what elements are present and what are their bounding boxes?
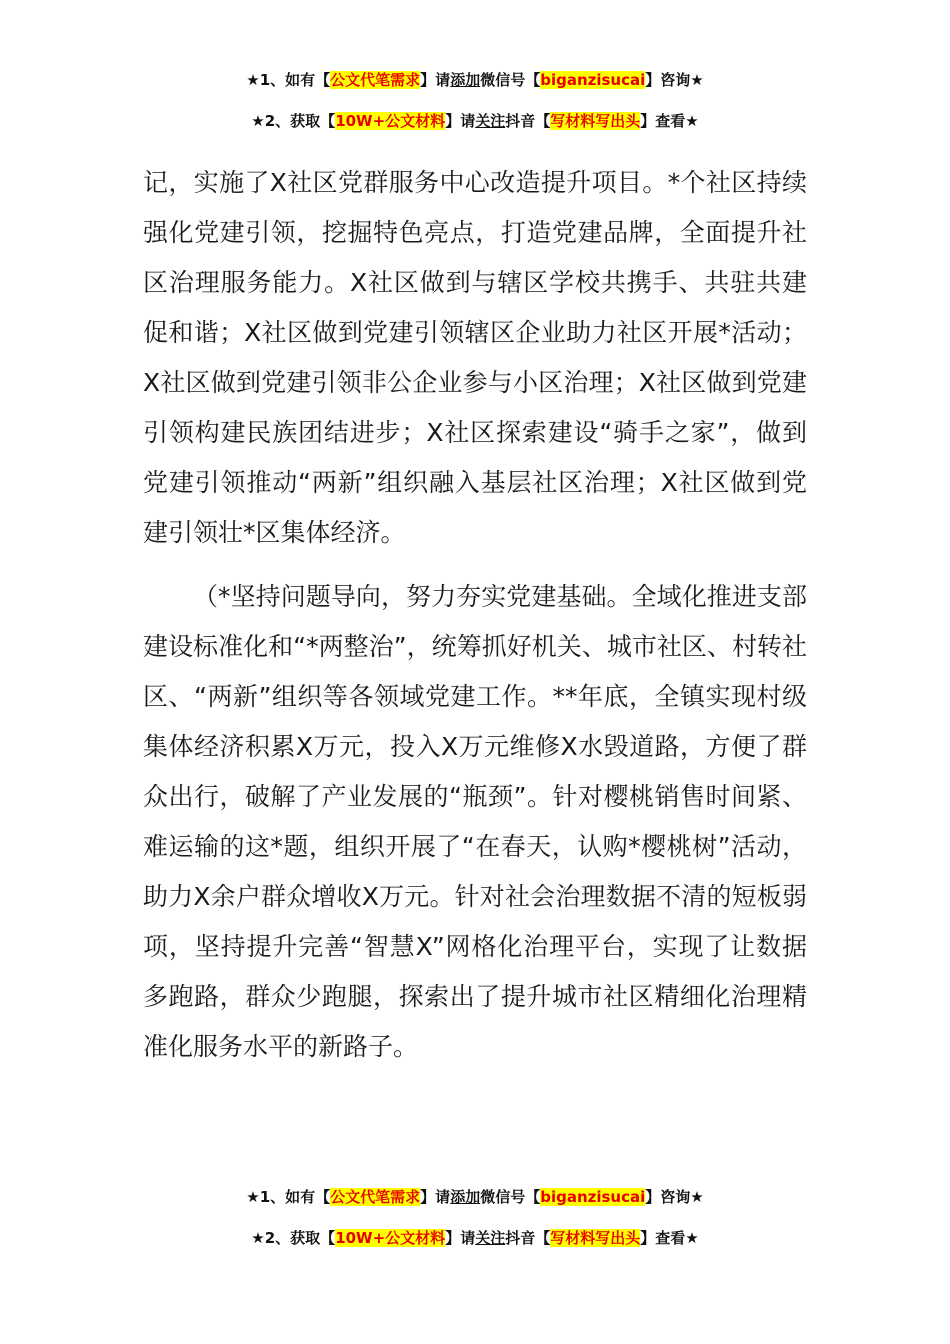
footer-promo-line-1 — [0, 1187, 950, 1207]
promo-text: 】请 — [445, 1229, 476, 1247]
promo-text: 】请 — [420, 1188, 451, 1206]
promo-highlight: 10W+公文材料 — [335, 112, 446, 130]
body-paragraph-2: （*坚持问题导向，努力夯实党建基础。全域化推进支部建设标准化和“*两整治”，统筹抓好机关、城市社区、村转社区、“两新”组织等各领域党建工作。**年底，全镇实现村级集体经济积累X万元，投入X万元维修X水毁道路，方便了群众出行，破解了产业发展的“瓶颈”。针对樱桃销售时间紧、难运输的这*题，组织开展了“在春天，认购*樱桃树”活动，助力X余户群众增收X万元。针对社会治理数据不清的短板弱项，坚持提升完善“智慧X”网格化治理平台，实现了让数据多跑路，群众少跑腿，探索出了提升城市社区精细化治理精准化服务水平的新路子。 — [143, 582, 807, 1061]
promo-highlight: 10W+公文材料 — [335, 1229, 446, 1247]
wechat-id-highlight: biganzisucai — [540, 1188, 646, 1206]
promo-highlight: 公文代笔需求 — [330, 1188, 421, 1206]
promo-underlined: 关注 — [475, 1229, 506, 1247]
promo-text: 微信号【 — [480, 1188, 541, 1206]
wechat-id-highlight: biganzisucai — [540, 71, 646, 89]
footer-promo-line-2 — [0, 1228, 950, 1248]
promo-text: ★1、如有【 — [246, 1188, 331, 1206]
promo-highlight: 公文代笔需求 — [330, 71, 421, 89]
promo-text: 】查看★ — [640, 1229, 699, 1247]
promo-underlined: 添加 — [450, 71, 481, 89]
douyin-name-highlight: 写材料写出头 — [550, 112, 641, 130]
header-promo-line-2 — [0, 111, 950, 131]
header-promo-line-1 — [0, 70, 950, 90]
promo-text: 】咨询★ — [645, 71, 704, 89]
promo-text: 】请 — [420, 71, 451, 89]
body-paragraph-1: 记，实施了X社区党群服务中心改造提升项目。*个社区持续强化党建引领，挖掘特色亮点，打造党建品牌，全面提升社区治理服务能力。X社区做到与辖区学校共携手、共驻共建促和谐；X社区做到党建引领辖区企业助力社区开展*活动；X社区做到党建引领非公企业参与小区治理；X社区做到党建引领构建民族团结进步；X社区探索建设“骑手之家”，做到党建引领推动“两新”组织融入基层社区治理；X社区做到党建引领壮*区集体经济。 — [143, 168, 807, 547]
promo-text: 微信号【 — [480, 71, 541, 89]
promo-text: 】查看★ — [640, 112, 699, 130]
promo-underlined: 添加 — [450, 1188, 481, 1206]
promo-text: 抖音【 — [505, 1229, 551, 1247]
promo-text: 】咨询★ — [645, 1188, 704, 1206]
promo-text: ★2、获取【 — [251, 1229, 336, 1247]
promo-text: 抖音【 — [505, 112, 551, 130]
promo-text: ★2、获取【 — [251, 112, 336, 130]
promo-underlined: 关注 — [475, 112, 506, 130]
douyin-name-highlight: 写材料写出头 — [550, 1229, 641, 1247]
promo-text: ★1、如有【 — [246, 71, 331, 89]
promo-text: 】请 — [445, 112, 476, 130]
